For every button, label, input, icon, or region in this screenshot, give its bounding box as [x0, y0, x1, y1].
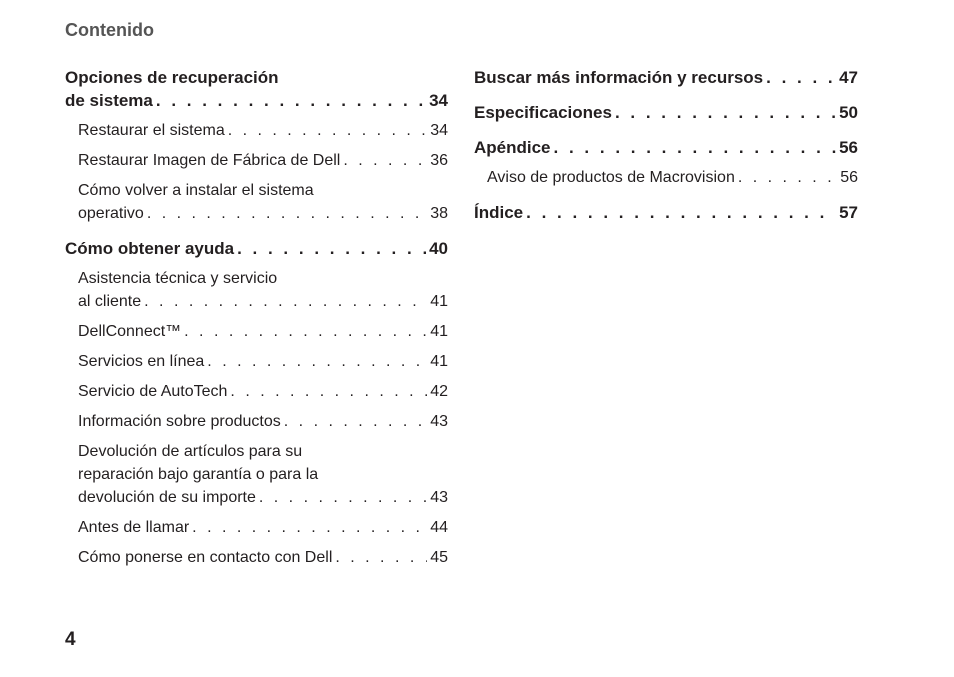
- dot-leader: [335, 546, 427, 569]
- page-number: 4: [65, 629, 76, 650]
- toc-entry-title: Información sobre productos: [78, 413, 281, 430]
- toc-subsection-entry[interactable]: [65, 410, 448, 433]
- toc-entry-title: Apéndice: [474, 138, 551, 157]
- toc-entry-page-number: 38: [430, 205, 448, 222]
- toc-entry-page-number: 41: [430, 323, 448, 340]
- dot-leader: [156, 89, 426, 112]
- toc-entry-page-number: 43: [430, 489, 448, 506]
- dot-leader: [184, 320, 427, 343]
- dot-leader: [144, 290, 427, 313]
- toc-entry-title: Servicios en línea: [78, 353, 205, 370]
- toc-entry-title: Índice: [474, 203, 524, 222]
- toc-entry-page-number: 36: [430, 152, 448, 169]
- page-header-title: Contenido: [65, 20, 154, 40]
- toc-entry-page-number: 45: [430, 549, 448, 566]
- toc-entry-title: Cómo ponerse en contacto con Dell: [78, 549, 333, 566]
- dot-leader: [738, 166, 837, 189]
- toc-subsection-entry[interactable]: [474, 166, 858, 189]
- toc-section-entry[interactable]: [474, 101, 858, 124]
- toc-entry-page-number: 41: [430, 353, 448, 370]
- dot-leader: [526, 201, 836, 224]
- toc-entry-page-number: 50: [839, 103, 858, 122]
- toc-subsection-entry[interactable]: [65, 149, 448, 172]
- toc-entry-title: Servicio de AutoTech: [78, 383, 228, 400]
- toc-subsection-entry[interactable]: [65, 119, 448, 142]
- toc-entry-title: Buscar más información y recursos: [474, 68, 764, 87]
- dot-leader: [228, 119, 427, 142]
- toc-entry-title-line: Cómo volver a instalar el sistema: [78, 182, 314, 199]
- toc-entry-title-line: Devolución de artículos para su: [78, 443, 303, 460]
- toc-entry-title: Antes de llamar: [78, 519, 190, 536]
- dot-leader: [259, 486, 427, 509]
- toc-section-entry[interactable]: [474, 201, 858, 224]
- dot-leader: [343, 149, 427, 172]
- toc-entry-title-line: Asistencia técnica y servicio: [78, 270, 278, 287]
- toc-entry-page-number: 47: [839, 68, 858, 87]
- dot-leader: [147, 202, 427, 225]
- dot-leader: [615, 101, 836, 124]
- dot-leader: [192, 516, 427, 539]
- dot-leader: [207, 350, 427, 373]
- toc-section-entry[interactable]: [65, 66, 448, 112]
- toc-entry-title: devolución de su importe: [78, 489, 256, 506]
- dot-leader: [230, 380, 427, 403]
- toc-entry-title: al cliente: [78, 293, 142, 310]
- toc-entry-title-line: reparación bajo garantía o para la: [78, 466, 319, 483]
- dot-leader: [284, 410, 427, 433]
- toc-entry-page-number: 56: [839, 138, 858, 157]
- toc-entry-page-number: 43: [430, 413, 448, 430]
- toc-entry-title: Aviso de productos de Macrovision: [487, 169, 735, 186]
- dot-leader: [237, 237, 426, 260]
- toc-section-entry[interactable]: [65, 237, 448, 260]
- toc-section-entry[interactable]: [474, 66, 858, 89]
- toc-right-column: [474, 66, 858, 224]
- toc-left-column: [65, 66, 448, 569]
- toc-entry-title: operativo: [78, 205, 144, 222]
- toc-entry-page-number: 56: [840, 169, 858, 186]
- dot-leader: [766, 66, 836, 89]
- toc-entry-title: Especificaciones: [474, 103, 612, 122]
- toc-entry-page-number: 57: [839, 203, 858, 222]
- toc-section-entry[interactable]: [474, 136, 858, 159]
- toc-subsection-entry[interactable]: [65, 440, 448, 509]
- toc-entry-page-number: 34: [429, 91, 448, 110]
- toc-subsection-entry[interactable]: [65, 546, 448, 569]
- toc-entry-page-number: 34: [430, 122, 448, 139]
- toc-subsection-entry[interactable]: [65, 350, 448, 373]
- toc-entry-page-number: 40: [429, 239, 448, 258]
- toc-entry-page-number: 44: [430, 519, 448, 536]
- toc-subsection-entry[interactable]: [65, 320, 448, 343]
- toc-subsection-entry[interactable]: [65, 267, 448, 313]
- toc-subsection-entry[interactable]: [65, 380, 448, 403]
- toc-entry-title: DellConnect™: [78, 323, 182, 340]
- dot-leader: [554, 136, 837, 159]
- toc-entry-title: Restaurar el sistema: [78, 122, 225, 139]
- toc-entry-page-number: 42: [430, 383, 448, 400]
- toc-entry-title-line: Opciones de recuperación: [65, 68, 279, 87]
- toc-subsection-entry[interactable]: [65, 516, 448, 539]
- toc-entry-title: Restaurar Imagen de Fábrica de Dell: [78, 152, 341, 169]
- toc-subsection-entry[interactable]: [65, 179, 448, 225]
- toc-entry-title: de sistema: [65, 91, 153, 110]
- toc-entry-page-number: 41: [430, 293, 448, 310]
- toc-entry-title: Cómo obtener ayuda: [65, 239, 235, 258]
